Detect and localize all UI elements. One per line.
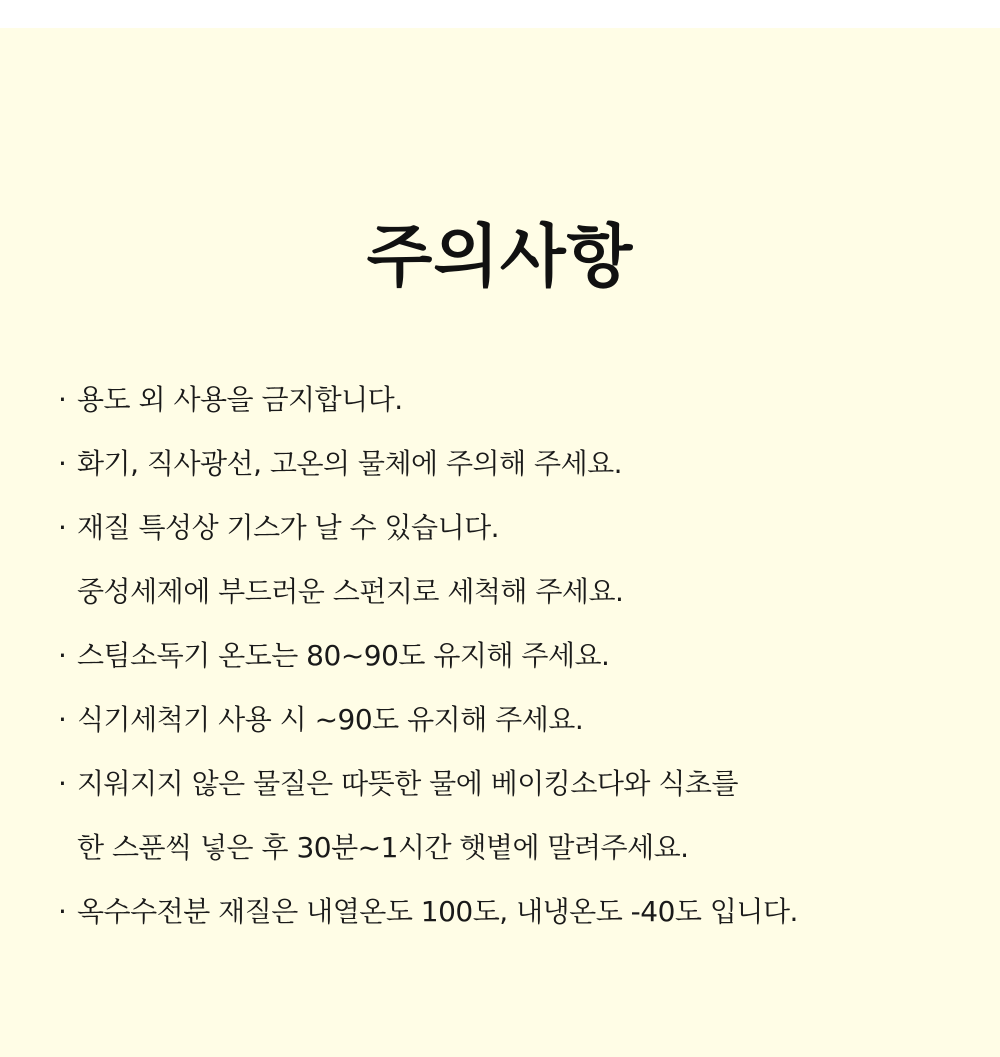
- bullet-marker: ·: [58, 447, 67, 480]
- notice-item: [0, 560, 1000, 624]
- notice-item: [0, 368, 1000, 432]
- notice-text: 화기, 직사광선, 고온의 물체에 주의해 주세요.: [77, 447, 623, 480]
- notice-text: 지워지지 않은 물질은 따뜻한 물에 베이킹소다와 식초를: [77, 767, 739, 800]
- notice-text: 스팀소독기 온도는 80~90도 유지해 주세요.: [77, 639, 610, 672]
- notice-text: 용도 외 사용을 금지합니다.: [77, 383, 403, 416]
- bullet-marker: ·: [58, 703, 67, 736]
- notice-item: [0, 432, 1000, 496]
- bullet-marker: ·: [58, 383, 67, 416]
- bullet-marker: ·: [58, 895, 67, 928]
- notice-item: [0, 752, 1000, 816]
- notice-item: [0, 880, 1000, 944]
- bullet-marker: ·: [58, 767, 67, 800]
- notice-item: [0, 816, 1000, 880]
- notice-text: 옥수수전분 재질은 내열온도 100도, 내냉온도 -40도 입니다.: [77, 895, 798, 928]
- bullet-marker: ·: [58, 639, 67, 672]
- notice-text: 중성세제에 부드러운 스펀지로 세척해 주세요.: [77, 575, 624, 608]
- bullet-marker: ·: [58, 511, 67, 544]
- notice-item: [0, 496, 1000, 560]
- notice-text: 한 스푼씩 넣은 후 30분~1시간 햇볕에 말려주세요.: [77, 831, 689, 864]
- notice-item: [0, 624, 1000, 688]
- notice-text: 식기세척기 사용 시 ~90도 유지해 주세요.: [77, 703, 584, 736]
- page-title: 주의사항: [366, 217, 634, 297]
- notice-item: [0, 688, 1000, 752]
- notice-text: 재질 특성상 기스가 날 수 있습니다.: [77, 511, 500, 544]
- notice-list: [0, 368, 1000, 944]
